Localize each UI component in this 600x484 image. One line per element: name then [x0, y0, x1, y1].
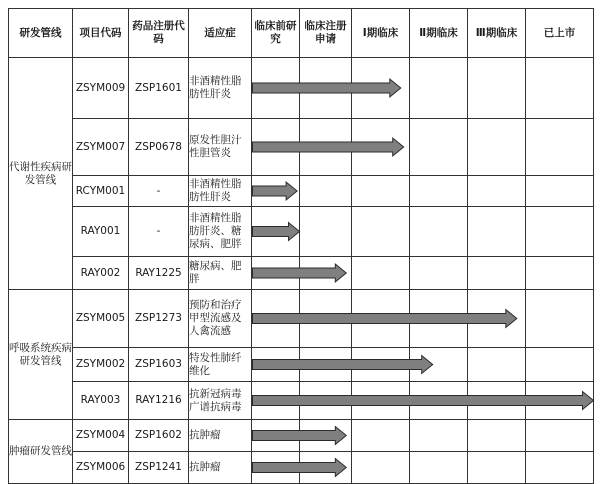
stage-cell — [468, 420, 526, 452]
indication-cell: 非酒精性脂肪性肝炎 — [189, 176, 252, 207]
indication-cell: 抗新冠病毒广谱抗病毒 — [189, 382, 252, 420]
stage-cell — [300, 58, 352, 119]
stage-cell — [352, 290, 410, 348]
registration-code-cell: ZSP1601 — [129, 58, 189, 119]
column-header: 临床前研究 — [252, 9, 300, 58]
stage-cell — [352, 58, 410, 119]
column-header: 研发管线 — [9, 9, 73, 58]
table-row — [9, 382, 594, 420]
stage-cell — [352, 176, 410, 207]
column-header: 药品注册代码 — [129, 9, 189, 58]
indication-cell: 非酒精性脂肪肝炎、糖尿病、肥胖 — [189, 207, 252, 257]
stage-cell — [468, 176, 526, 207]
registration-code-cell: ZSP1603 — [129, 348, 189, 382]
stage-cell — [300, 207, 352, 257]
pipeline-group-cell: 呼吸系统疾病研发管线 — [9, 290, 73, 420]
pipeline-group-cell: 肿瘤研发管线 — [9, 420, 73, 484]
stage-cell — [410, 58, 468, 119]
indication-cell: 抗肿瘤 — [189, 452, 252, 484]
registration-code-cell: ZSP1602 — [129, 420, 189, 452]
indication-cell: 原发性胆汁性胆管炎 — [189, 119, 252, 176]
stage-cell — [252, 290, 300, 348]
stage-cell — [410, 176, 468, 207]
table-row — [9, 290, 594, 348]
stage-cell — [300, 257, 352, 290]
project-code-cell: RCYM001 — [73, 176, 129, 207]
project-code-cell: RAY003 — [73, 382, 129, 420]
pipeline-group-cell: 代谢性疾病研发管线 — [9, 58, 73, 290]
indication-cell: 特发性肺纤维化 — [189, 348, 252, 382]
registration-code-cell: ZSP0678 — [129, 119, 189, 176]
stage-cell — [468, 348, 526, 382]
stage-cell — [526, 176, 594, 207]
stage-cell — [252, 382, 300, 420]
pipeline-table — [8, 8, 594, 484]
table-row — [9, 348, 594, 382]
stage-cell — [410, 207, 468, 257]
stage-cell — [410, 348, 468, 382]
registration-code-cell: - — [129, 207, 189, 257]
registration-code-cell: - — [129, 176, 189, 207]
stage-cell — [526, 207, 594, 257]
stage-cell — [300, 420, 352, 452]
stage-cell — [300, 290, 352, 348]
table-row — [9, 420, 594, 452]
stage-cell — [252, 348, 300, 382]
stage-cell — [526, 58, 594, 119]
project-code-cell: RAY001 — [73, 207, 129, 257]
project-code-cell: ZSYM004 — [73, 420, 129, 452]
stage-cell — [526, 290, 594, 348]
stage-cell — [410, 290, 468, 348]
table-row — [9, 176, 594, 207]
stage-cell — [468, 382, 526, 420]
stage-cell — [252, 420, 300, 452]
indication-cell: 预防和治疗甲型流感及人禽流感 — [189, 290, 252, 348]
column-header: 已上市 — [526, 9, 594, 58]
project-code-cell: ZSYM002 — [73, 348, 129, 382]
stage-cell — [252, 207, 300, 257]
project-code-cell: ZSYM006 — [73, 452, 129, 484]
column-header: Ⅲ期临床 — [468, 9, 526, 58]
column-header: 项目代码 — [73, 9, 129, 58]
stage-cell — [526, 420, 594, 452]
stage-cell — [526, 382, 594, 420]
stage-cell — [526, 257, 594, 290]
stage-cell — [410, 420, 468, 452]
stage-cell — [352, 420, 410, 452]
stage-cell — [468, 119, 526, 176]
column-header: Ⅱ期临床 — [410, 9, 468, 58]
stage-cell — [352, 348, 410, 382]
table-row — [9, 119, 594, 176]
stage-cell — [526, 348, 594, 382]
stage-cell — [252, 257, 300, 290]
project-code-cell: ZSYM007 — [73, 119, 129, 176]
stage-cell — [468, 207, 526, 257]
column-header: 临床注册申请 — [300, 9, 352, 58]
table-row — [9, 257, 594, 290]
stage-cell — [468, 290, 526, 348]
registration-code-cell: RAY1216 — [129, 382, 189, 420]
stage-cell — [410, 382, 468, 420]
stage-cell — [352, 257, 410, 290]
column-header: 适应症 — [189, 9, 252, 58]
column-header: Ⅰ期临床 — [352, 9, 410, 58]
registration-code-cell: ZSP1241 — [129, 452, 189, 484]
registration-code-cell: RAY1225 — [129, 257, 189, 290]
stage-cell — [252, 119, 300, 176]
stage-cell — [300, 176, 352, 207]
stage-cell — [300, 382, 352, 420]
stage-cell — [352, 207, 410, 257]
stage-cell — [300, 348, 352, 382]
project-code-cell: RAY002 — [73, 257, 129, 290]
indication-cell: 抗肿瘤 — [189, 420, 252, 452]
registration-code-cell: ZSP1273 — [129, 290, 189, 348]
stage-cell — [410, 119, 468, 176]
project-code-cell: ZSYM009 — [73, 58, 129, 119]
stage-cell — [300, 119, 352, 176]
stage-cell — [526, 119, 594, 176]
header-row — [9, 9, 594, 58]
project-code-cell: ZSYM005 — [73, 290, 129, 348]
stage-cell — [352, 382, 410, 420]
table-body — [9, 58, 594, 484]
stage-cell — [468, 58, 526, 119]
stage-cell — [410, 257, 468, 290]
indication-cell: 糖尿病、肥胖 — [189, 257, 252, 290]
stage-cell — [468, 257, 526, 290]
table-row — [9, 58, 594, 119]
indication-cell: 非酒精性脂肪性肝炎 — [189, 58, 252, 119]
stage-cell — [352, 119, 410, 176]
table-row — [9, 207, 594, 257]
stage-cell — [252, 58, 300, 119]
stage-cell — [252, 176, 300, 207]
